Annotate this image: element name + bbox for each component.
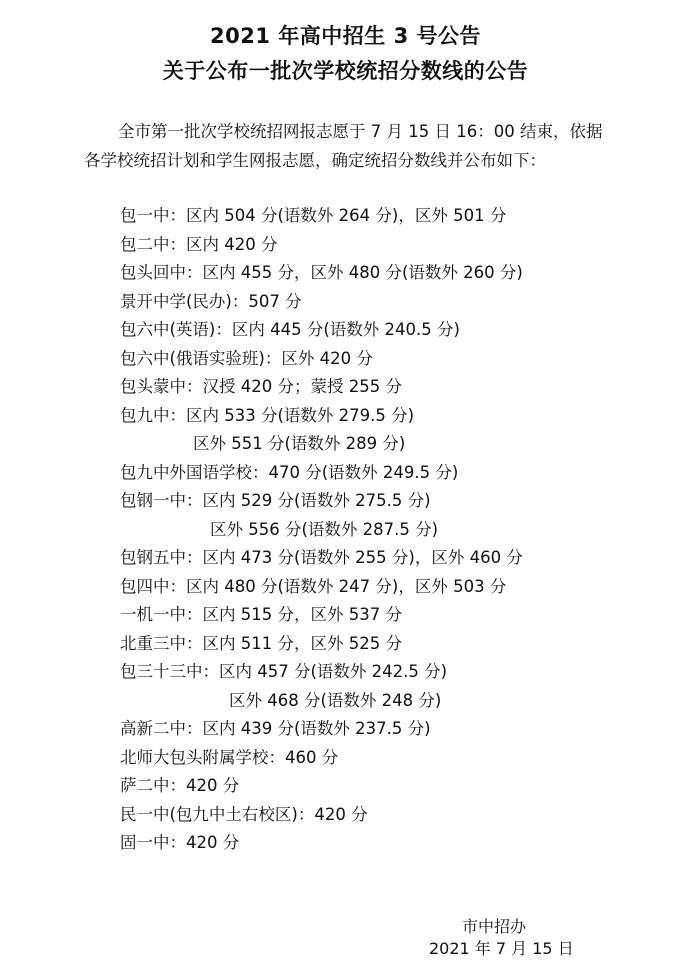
list-item: [120, 573, 660, 602]
list-item: [120, 772, 660, 801]
list-item: [120, 829, 660, 858]
school-name: 北重三中：: [120, 633, 203, 653]
score-text: 区外 556 分(语数外 287.5 分): [210, 519, 439, 539]
list-item: [120, 373, 660, 402]
school-name: 景开中学(民办)：: [120, 291, 249, 311]
list-item: [120, 288, 660, 317]
score-text: 区内 457 分(语数外 242.5 分): [219, 662, 448, 681]
list-item: [120, 459, 660, 488]
list-item: [120, 601, 660, 630]
list-item: [120, 658, 660, 687]
list-item: [120, 744, 660, 773]
list-item-continuation: [120, 687, 660, 716]
signature-org: 市中招办: [462, 917, 527, 936]
score-text: 区内 473 分(语数外 255 分)，区外 460 分: [202, 548, 523, 567]
list-item: [120, 487, 660, 516]
score-text: 区外 420 分: [281, 348, 373, 368]
score-text: 470 分(语数外 249.5 分): [268, 462, 459, 482]
school-name: 萨二中：: [120, 776, 186, 795]
score-text: 区内 420 分: [186, 234, 278, 254]
score-text: 区内 515 分，区外 537 分: [202, 605, 402, 624]
list-item: [120, 630, 660, 659]
list-item-continuation: [120, 430, 660, 459]
score-text: 460 分: [285, 747, 339, 767]
list-item: [120, 402, 660, 431]
school-name: 包九中：: [120, 405, 186, 425]
score-text: 420 分: [186, 833, 240, 852]
list-item: [120, 202, 660, 231]
score-text: 区内 511 分，区外 525 分: [202, 633, 402, 653]
list-item: [120, 544, 660, 573]
school-name: 包一中：: [120, 206, 186, 225]
page-subtitle: 关于公布一批次学校统招分数线的公告: [162, 59, 529, 83]
school-name: 包三十三中：: [120, 662, 219, 681]
list-item: [120, 345, 660, 374]
list-item: [120, 715, 660, 744]
list-item: [120, 259, 660, 288]
school-name: 固一中：: [120, 833, 186, 852]
school-name: 包头蒙中：: [120, 377, 203, 396]
list-item: [120, 316, 660, 345]
school-name: 一机一中：: [120, 605, 203, 624]
intro-paragraph: 全市第一批次学校统招网报志愿于 7 月 15 日 16：00 结束，依据各学校统招计划和学生网报志愿，确定统招分数线并公布如下：: [84, 122, 603, 170]
school-name: 包四中：: [120, 576, 186, 596]
school-name: 包六中(英语)：: [120, 320, 232, 339]
school-name: 高新二中：: [120, 719, 203, 738]
list-item: [120, 801, 660, 830]
school-name: 包钢一中：: [120, 491, 203, 510]
signature-date: 2021 年 7 月 15 日: [429, 939, 574, 958]
score-list: [120, 202, 660, 858]
school-name: 包钢五中：: [120, 548, 203, 567]
score-text: 区内 439 分(语数外 237.5 分): [202, 719, 431, 738]
score-text: 区内 480 分(语数外 247 分)，区外 503 分: [186, 576, 507, 596]
score-text: 区内 504 分(语数外 264 分)，区外 501 分: [186, 206, 507, 225]
score-text: 420 分: [314, 804, 368, 824]
score-text: 区内 445 分(语数外 240.5 分): [231, 320, 460, 339]
score-text: 420 分: [186, 776, 240, 795]
score-text: 507 分: [248, 291, 302, 311]
score-text: 区内 533 分(语数外 279.5 分): [186, 405, 415, 425]
score-text: 区外 551 分(语数外 289 分): [193, 434, 406, 453]
school-name: 包头回中：: [120, 263, 203, 282]
school-name: 北师大包头附属学校：: [120, 747, 285, 767]
score-text: 区外 468 分(语数外 248 分): [229, 690, 442, 710]
school-name: 包六中(俄语实验班)：: [120, 348, 282, 368]
school-name: 包二中：: [120, 234, 186, 254]
score-text: 汉授 420 分；蒙授 255 分: [202, 377, 402, 396]
list-item-continuation: [120, 516, 660, 545]
score-text: 区内 529 分(语数外 275.5 分): [202, 491, 431, 510]
list-item: [120, 231, 660, 260]
school-name: 民一中(包九中土右校区)：: [120, 804, 315, 824]
score-text: 区内 455 分，区外 480 分(语数外 260 分): [202, 263, 523, 282]
page-title: 2021 年高中招生 3 号公告: [210, 24, 481, 48]
school-name: 包九中外国语学校：: [120, 462, 269, 482]
